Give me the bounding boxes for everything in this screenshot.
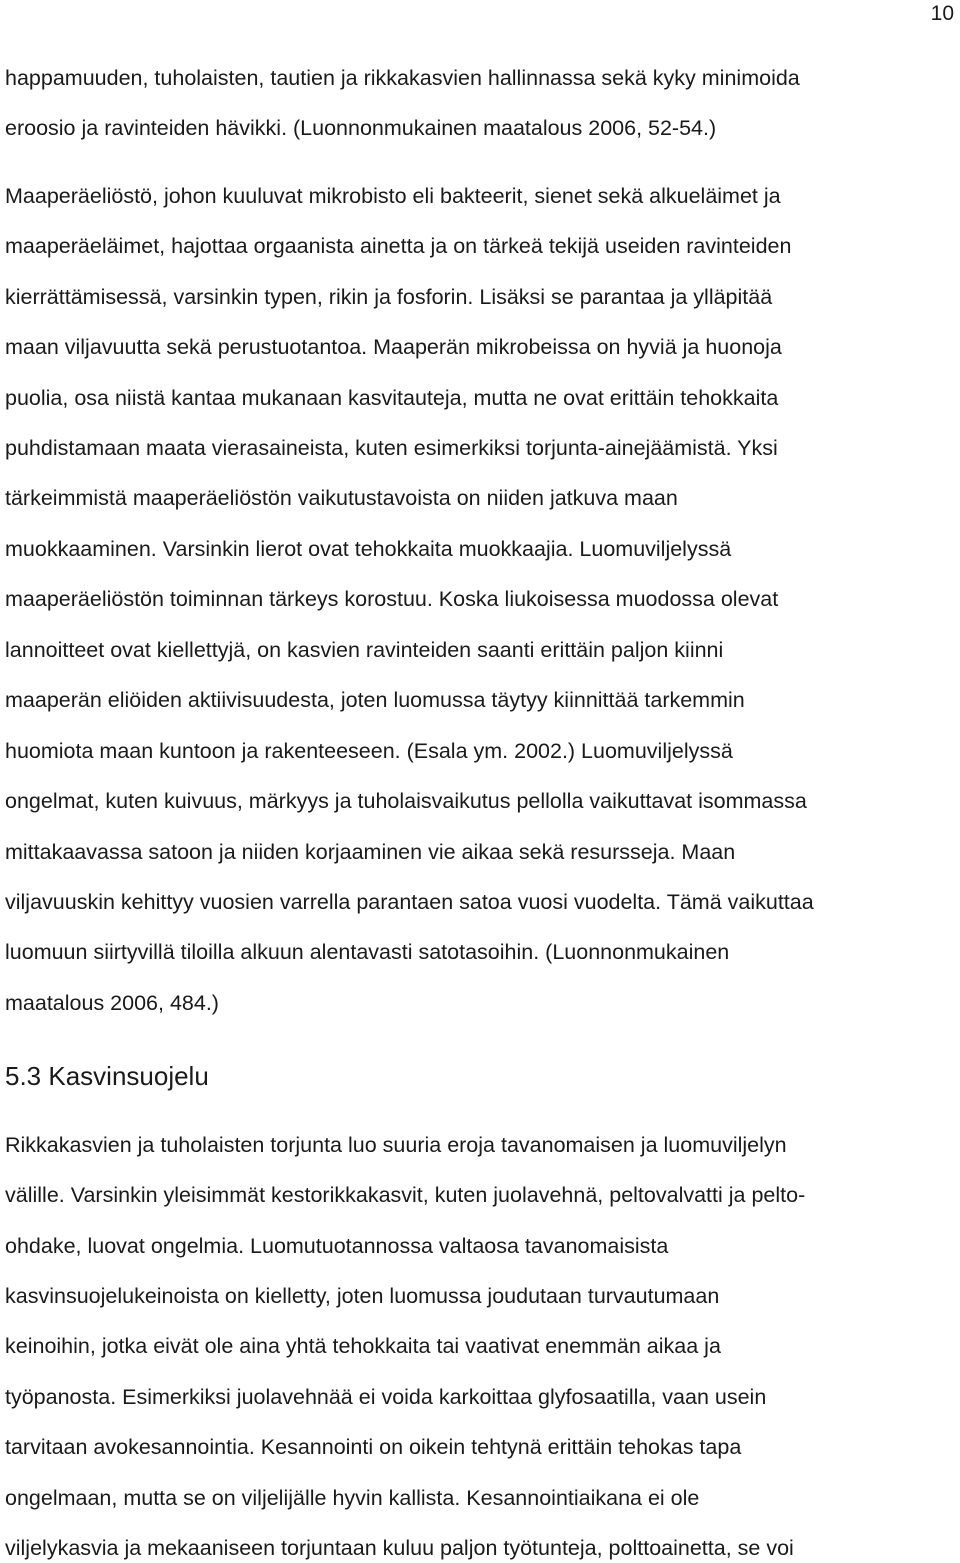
body-line: tärkeimmistä maaperäeliöstön vaikutustavoista on niiden jatkuva maan bbox=[5, 486, 678, 510]
body-line: kierrättämisessä, varsinkin typen, rikin ja fosforin. Lisäksi se parantaa ja ylläpitää bbox=[5, 285, 773, 309]
body-line: maaperäeläimet, hajottaa orgaanista ainetta ja on tärkeä tekijä useiden ravinteiden bbox=[5, 234, 792, 258]
body-line: happamuuden, tuholaisten, tautien ja rikkakasvien hallinnassa sekä kyky minimoida bbox=[5, 66, 800, 90]
body-line: keinoihin, jotka eivät ole aina yhtä tehokkaita tai vaativat enemmän aikaa ja bbox=[5, 1334, 721, 1358]
body-line: puolia, osa niistä kantaa mukanaan kasvitauteja, mutta ne ovat erittäin tehokkaita bbox=[5, 386, 779, 410]
body-line: Maaperäeliöstö, johon kuuluvat mikrobisto eli bakteerit, sienet sekä alkueläimet ja bbox=[5, 184, 781, 208]
body-line: maaperän eliöiden aktiivisuudesta, joten luomussa täytyy kiinnittää tarkemmin bbox=[5, 688, 745, 712]
body-line: huomiota maan kuntoon ja rakenteeseen. (Esala ym. 2002.) Luomuviljelyssä bbox=[5, 739, 733, 763]
body-line: työpanosta. Esimerkiksi juolavehnää ei voida karkoittaa glyfosaatilla, vaan usein bbox=[5, 1385, 767, 1409]
body-line: viljavuuskin kehittyy vuosien varrella parantaen satoa vuosi vuodelta. Tämä vaikuttaa bbox=[5, 890, 814, 914]
body-line: Rikkakasvien ja tuholaisten torjunta luo suuria eroja tavanomaisen ja luomuviljelyn bbox=[5, 1133, 787, 1157]
body-line: ongelmaan, mutta se on viljelijälle hyvin kallista. Kesannointiaikana ei ole bbox=[5, 1486, 700, 1510]
body-line: puhdistamaan maata vierasaineista, kuten esimerkiksi torjunta-ainejäämistä. Yksi bbox=[5, 436, 778, 460]
body-line: tarvitaan avokesannointia. Kesannointi on oikein tehtynä erittäin tehokas tapa bbox=[5, 1435, 742, 1459]
body-line: ohdake, luovat ongelmia. Luomutuotannossa valtaosa tavanomaisista bbox=[5, 1234, 669, 1258]
body-line: lannoitteet ovat kiellettyjä, on kasvien ravinteiden saanti erittäin paljon kiinni bbox=[5, 638, 724, 662]
body-line: mittakaavassa satoon ja niiden korjaaminen vie aikaa sekä resursseja. Maan bbox=[5, 840, 736, 864]
body-line: maaperäeliöstön toiminnan tärkeys korostuu. Koska liukoisessa muodossa olevat bbox=[5, 587, 779, 611]
body-line: muokkaaminen. Varsinkin lierot ovat tehokkaita muokkaajia. Luomuviljelyssä bbox=[5, 537, 732, 561]
body-line: maatalous 2006, 484.) bbox=[5, 991, 219, 1015]
body-line: maan viljavuutta sekä perustuotantoa. Maaperän mikrobeissa on hyviä ja huonoja bbox=[5, 335, 782, 359]
body-line: ongelmat, kuten kuivuus, märkyys ja tuholaisvaikutus pellolla vaikuttavat isommassa bbox=[5, 789, 807, 813]
page-number: 10 bbox=[930, 2, 954, 25]
body-line: kasvinsuojelukeinoista on kielletty, joten luomussa joudutaan turvautumaan bbox=[5, 1284, 720, 1308]
section-heading: 5.3 Kasvinsuojelu bbox=[5, 1061, 209, 1091]
body-line: eroosio ja ravinteiden hävikki. (Luonnonmukainen maatalous 2006, 52-54.) bbox=[5, 116, 717, 140]
body-line: viljelykasvia ja mekaaniseen torjuntaan kuluu paljon työtunteja, polttoainetta, se voi bbox=[5, 1536, 794, 1560]
body-line: luomuun siirtyvillä tiloilla alkuun alentavasti satotasoihin. (Luonnonmukainen bbox=[5, 940, 730, 964]
body-line: välille. Varsinkin yleisimmät kestorikkakasvit, kuten juolavehnä, peltovalvatti ja pelto- bbox=[5, 1183, 806, 1207]
